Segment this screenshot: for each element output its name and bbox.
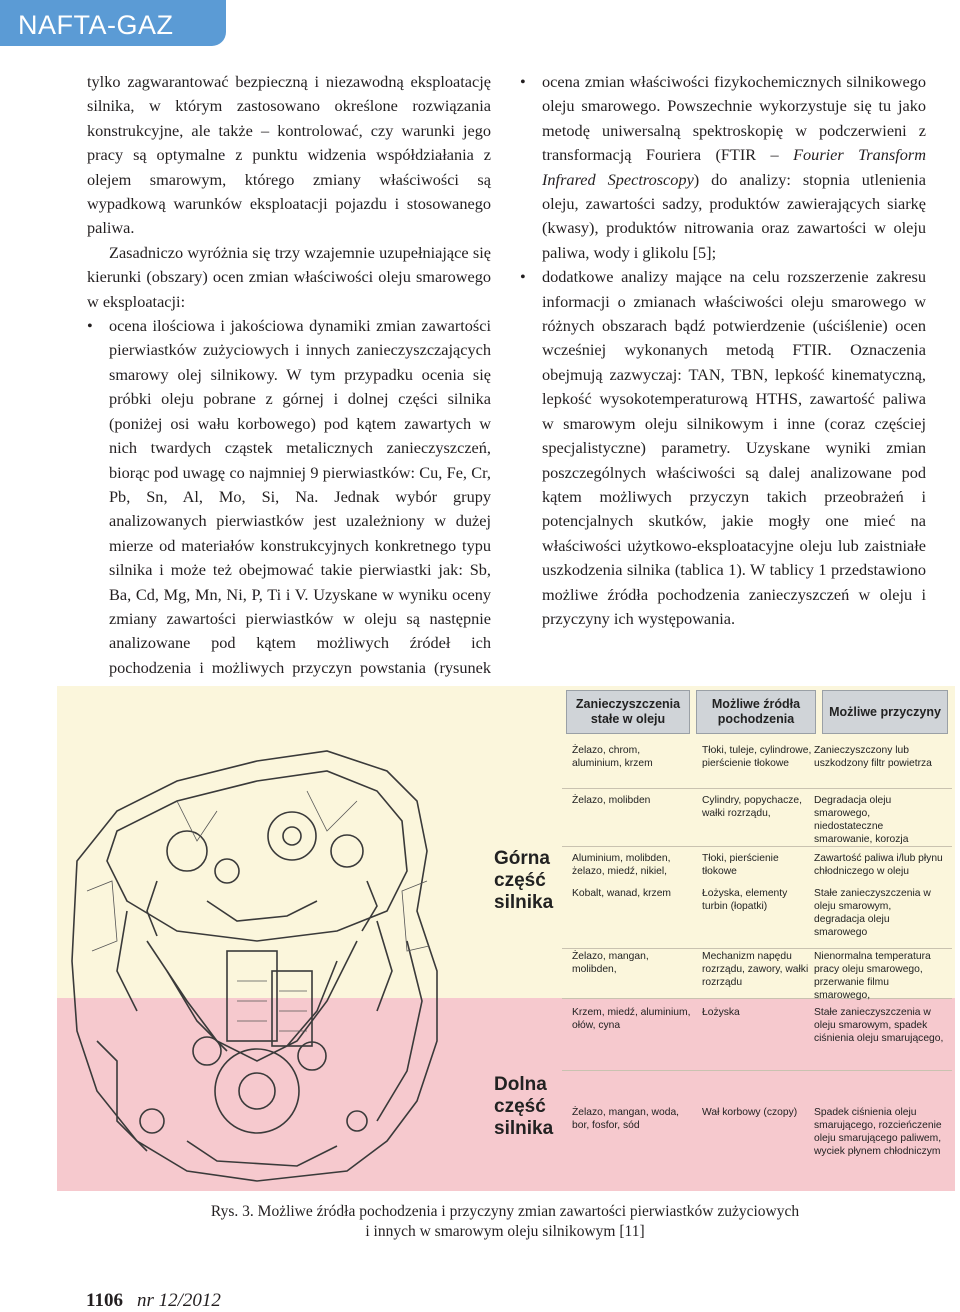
left-column <box>87 70 491 705</box>
table-cell: Zanieczyszczony lub uszkodzony filtr powietrza <box>814 745 932 769</box>
region-label-line: silnika <box>494 1118 554 1139</box>
table-header: Możliwe źródła pochodzenia <box>696 690 816 734</box>
table-cell: Degradacja oleju smarowego, niedostateczne smarowanie, korozja <box>814 795 909 845</box>
table-cell: Cylindry, popychacze, wałki rozrządu, <box>702 795 802 819</box>
directions-list-continued <box>520 70 926 631</box>
row-divider <box>562 788 952 789</box>
table-header: Możliwe przyczyny <box>822 690 948 734</box>
table-header: Zanieczyszczenia stałe w oleju <box>566 690 690 734</box>
region-label-line: Górna <box>494 848 550 869</box>
region-label-line: część <box>494 1096 546 1117</box>
table-cell: Żelazo, molibden <box>572 795 651 806</box>
list-item <box>87 314 491 705</box>
figure-caption <box>150 1202 860 1242</box>
paragraph-intro: tylko zagwarantować bezpieczną i niezawodną eksploatację silnika, w którym zastosowano określone rozwiązania konstrukcyjne, ale także – kontrolować, czy warunki jego pracy są optymalne z punktu widzenia współdziałania z olejem smarowym, którego zmiany właściwości są wypadkową warunków eksploatacji pojazdu i stosowanego paliwa. <box>87 72 491 238</box>
region-label-line: silnika <box>494 892 554 913</box>
table-cell: Tłoki, pierścienie tłokowe <box>702 853 779 877</box>
right-column <box>520 70 926 631</box>
table-cell: Spadek ciśnienia oleju smarującego, rozcieńczenie oleju smarującego paliwem, wyciek płynem chłodniczym <box>814 1107 942 1157</box>
table-cell: Aluminium, molibden, żelazo, miedź, nikiel, <box>572 853 671 877</box>
table-cell: Łożyska, elementy turbin (łopatki) <box>702 888 788 912</box>
table-cell: Tłoki, tuleje, cylindrowe, pierścienie tłokowe <box>702 745 812 769</box>
table-cell: Krzem, miedź, aluminium, ołów, cyna <box>572 1007 691 1031</box>
row-divider <box>562 948 952 949</box>
row-divider <box>562 846 952 847</box>
bullet-text: ocena ilościowa i jakościowa dynamiki zmian zawartości pierwiastków zużyciowych i innych zanieczyszczających smarowy olej silnikowy. W tym przypadku ocenia się próbki oleju pobrane z górnej i dolnej części silnika (poniżej osi wału korbowego) pod kątem zawartych w nich twardych cząstek metalicznych zanieczyszczeń, biorąc pod uwagę co najmniej 9 pierwiastków: Cu, Fe, Cr, Pb, Sn, Al, Mo, Si, Na. Jednak wybór grupy analizowanych pierwiastków jest uzależniony w dużej mierze od materiałów konstrukcyjnych konkretnego typu silnika i może też obejmować takie pierwiastki jak: Sb, Ba, Cd, Mg, Mn, Ni, P, Ti i V. Uzyskane w wyniku oceny zmiany zawartości pierwiastków w oleju są następnie analizowane pod kątem możliwych źródeł ich pochodzenia i możliwych przyczyn powstania (rysunek <box>109 316 491 677</box>
region-label-line: część <box>494 870 546 891</box>
table-cell: Kobalt, wanad, krzem <box>572 888 672 899</box>
table-cell: Zawartość paliwa i/lub płynu chłodniczego w oleju <box>814 853 943 877</box>
directions-list <box>87 314 491 705</box>
lower-region-label <box>494 1074 553 1140</box>
table-cell: Stałe zanieczyszczenia w oleju smarowym, spadek ciśnienia oleju smarującego, <box>814 1007 944 1044</box>
upper-region-label <box>494 848 553 914</box>
bullet-text: ) do analizy: stopnia utlenienia oleju, zawartości sadzy, produktów zawierających siarkę (kwasy), produktów nitrowania oraz zawartości w oleju paliwa, wody i glikolu [5]; <box>542 169 926 262</box>
table-cell: Żelazo, chrom, aluminium, krzem <box>572 745 653 769</box>
table-cell: Żelazo, mangan, molibden, <box>572 951 649 975</box>
table-cell: Mechanizm napędu rozrządu, zawory, wałki rozrządu <box>702 951 809 988</box>
table-cell: Nienormalna temperatura pracy oleju smarowego, przerwanie filmu smarowego, <box>814 951 931 1001</box>
table-cell: Stałe zanieczyszczenia w oleju smarowym, degradacja oleju smarowego <box>814 888 931 938</box>
list-item <box>520 265 926 631</box>
caption-line: i innych w smarowym oleju silnikowym [11] <box>365 1223 645 1240</box>
list-item <box>520 70 926 265</box>
caption-line: Rys. 3. Możliwe źródła pochodzenia i przyczyny zmian zawartości pierwiastków zużyciowych <box>210 1203 800 1220</box>
engine-cross-section-drawing <box>57 741 497 1186</box>
table-cell: Żelazo, mangan, woda, bor, fosfor, sód <box>572 1107 680 1131</box>
journal-header-tab: NAFTA-GAZ <box>0 0 226 46</box>
figure-engine-contaminants <box>57 686 955 1191</box>
issue-number: nr 12/2012 <box>136 1290 221 1311</box>
page-number: 1106 <box>86 1290 123 1311</box>
table-cell: Łożyska <box>702 1007 740 1018</box>
region-label-line: Dolna <box>494 1074 547 1095</box>
table-cell: Wał korbowy (czopy) <box>702 1107 798 1118</box>
bullet-text: dodatkowe analizy mające na celu rozszerzenie zakresu informacji o zmianach właściwości oleju smarowego w różnych obszarach bądź potwierdzenie (uściślenie) ocen wcześniej wykonanych metodą FTIR. Oznaczenia obejmują zazwyczaj: TAN, TBN, lepkość kinematyczną, lepkość wysokotemperaturową HTHS, zawartość paliwa w smarowym oleju silnikowym i inne (coraz częściej specjalistyczne) parametry. Uzyskane wyniki zmian poszczególnych właściwości są dalej analizowane pod kątem możliwych przyczyn takich przeobrażeń i potencjalnych skutków, jakie mogły one mieć na właściwości użytkowo-eksploatacyjne oleju lub zaistniałe uszkodzenia silnika (tablica 1). W tablicy 1 przedstawiono możliwe źródła pochodzenia zanieczyszczeń w oleju i przyczyny ich występowania. <box>542 267 926 628</box>
row-divider <box>562 1070 952 1071</box>
bullet-text: ocena zmian właściwości fizykochemicznych silnikowego oleju smarowego. Powszechnie wykorzystuje się tu jako metodę uniwersalną spektroskopię w podczerwieni z transformacją Fouriera (FTIR – <box>542 72 926 165</box>
paragraph-directions: Zasadniczo wyróżnia się trzy wzajemnie uzupełniające się kierunki (obszary) ocen zmian właściwości oleju smarowego w eksploatacji: <box>87 242 491 311</box>
bullet-italic-term: Fourier Transform Infrared Spectroscopy <box>542 145 927 189</box>
